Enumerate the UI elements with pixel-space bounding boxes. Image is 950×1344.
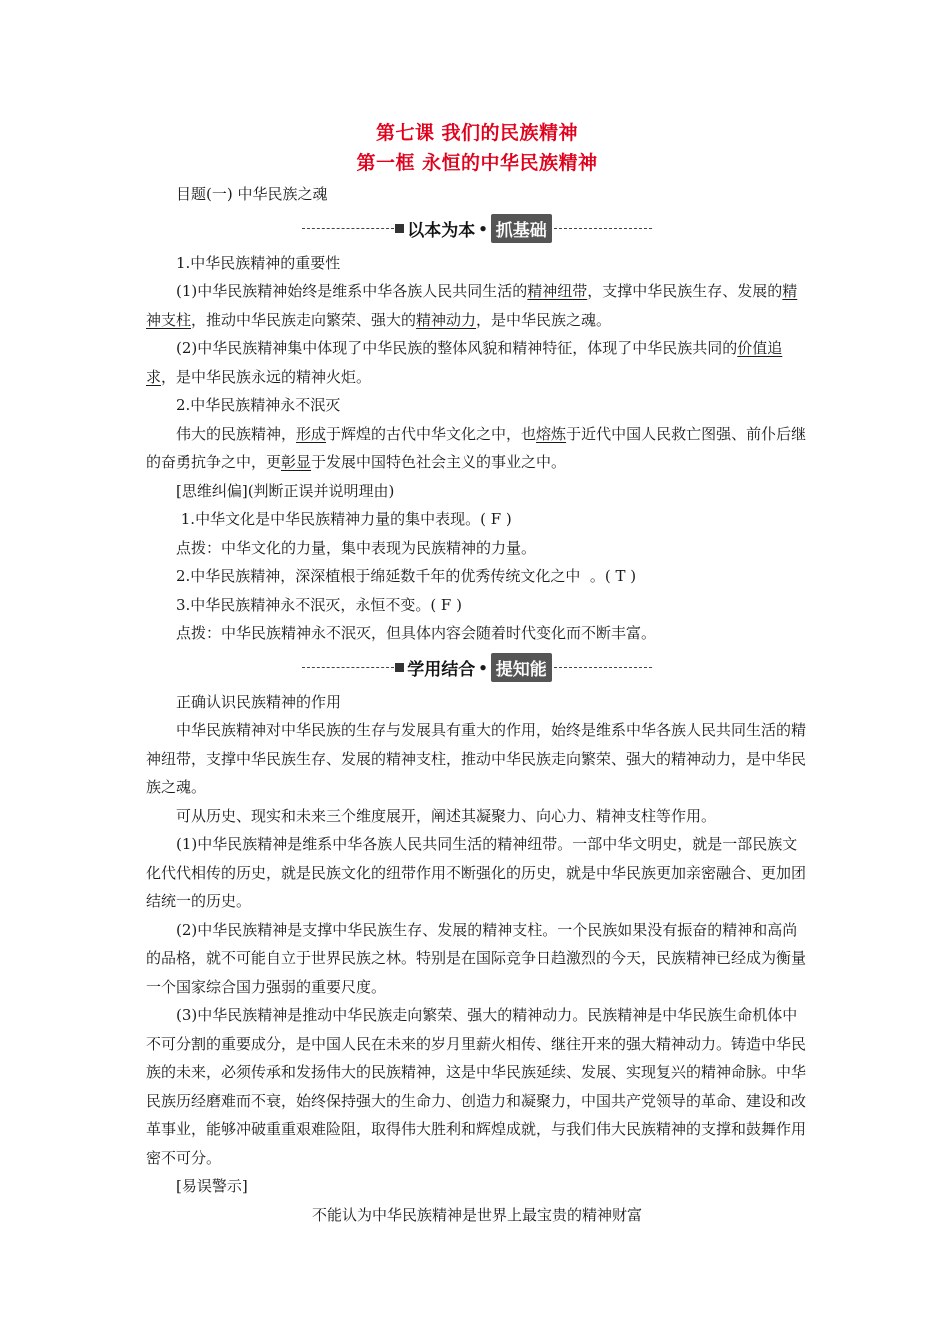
banner-tag: 抓基础: [491, 214, 552, 243]
quiz-question: 2.中华民族精神，深深植根于绵延数千年的优秀传统文化之中 。( T ): [176, 567, 637, 585]
banner-dash-right: [554, 228, 652, 229]
banner-dash-right: [554, 667, 652, 668]
square-bullet-icon: [395, 663, 404, 672]
banner-dash-left: [302, 667, 394, 668]
topic-heading: 目题(一) 中华民族之魂: [176, 185, 328, 203]
key-term: 精神动力: [416, 310, 477, 329]
paragraph: (1)中华民族精神是维系中华各族人民共同生活的精神纽带。一部中华文明史，就是一部民族文化代代相传的历史，就是民族文化的纽带作用不断强化的历史，就是中华民族更加亲密融合、更加团结统一的历史。: [146, 835, 807, 910]
point-heading: 正确认识民族精神的作用: [176, 692, 342, 711]
paragraph: 可从历史、现实和未来三个维度展开，阐述其凝聚力、向心力、精神支柱等作用。: [176, 806, 717, 825]
document-page: [146, 118, 808, 1229]
square-bullet-icon: [395, 224, 404, 233]
banner-dot: •: [478, 219, 488, 238]
quiz-question: 3.中华民族精神永不泯灭，永恒不变。( F ): [176, 595, 462, 614]
paragraph: 伟大的民族精神，形成于辉煌的古代中华文化之中，也熔炼于近代中国人民救亡图强、前仆后继的奋勇抗争之中，更彰显于发展中国特色社会主义的事业之中。: [146, 424, 807, 471]
paragraph: 中华民族精神对中华民族的生存与发展具有重大的作用，始终是维系中华各族人民共同生活的精神纽带，支撑中华民族生存、发展的精神支柱，推动中华民族走向繁荣、强大的精神动力，是中华民族之魂。: [146, 721, 807, 796]
key-term: 彰显: [281, 453, 312, 471]
key-term: 精神支柱: [146, 282, 798, 329]
warning-heading: [易误警示]: [176, 1177, 248, 1195]
key-term: 熔炼: [536, 424, 567, 443]
banner-title: 以本为本: [407, 221, 476, 241]
banner-dot: •: [478, 658, 488, 677]
point-heading: 2.中华民族精神永不泯灭: [176, 396, 341, 414]
quiz-heading: [思维纠偏](判断正误并说明理由): [176, 481, 395, 500]
quiz-question: 1.中华文化是中华民族精神力量的集中表现。( F ): [176, 510, 512, 528]
quiz-explanation: 点拨：中华民族精神永不泯灭，但具体内容会随着时代变化而不断丰富。: [176, 624, 657, 642]
warning-text: 不能认为中华民族精神是世界上最宝贵的精神财富: [311, 1205, 642, 1224]
banner-dash-left: [302, 228, 394, 229]
banner-title: 学用结合: [407, 660, 476, 680]
key-term: 精神纽带: [527, 282, 588, 300]
paragraph: (2)中华民族精神集中体现了中华民族的整体风貌和精神特征，体现了中华民族共同的价值追求，是中华民族永远的精神火炬。: [146, 339, 783, 386]
key-term: 价值追求: [146, 339, 783, 386]
banner-tag: 提知能: [491, 653, 552, 682]
section-banner-application: [146, 650, 808, 686]
paragraph: (3)中华民族精神是推动中华民族走向繁荣、强大的精神动力。民族精神是中华民族生命机体中不可分割的重要成分，是中国人民在未来的岁月里薪火相传、继往开来的强大精神动力。铸造中华民族的未来，必须传承和发扬伟大的民族精神，这是中华民族延续、发展、实现复兴的精神命脉。中华民族历经磨难而不衰，始终保持强大的生命力、创造力和凝聚力，中国共产党领导的革命、建设和改革事业，能够冲破重重艰难险阻，取得伟大胜利和辉煌成就，与我们伟大民族精神的支撑和鼓舞作用密不可分。: [146, 1006, 807, 1167]
key-term: 形成: [296, 424, 327, 443]
point-heading: 1.中华民族精神的重要性: [176, 253, 341, 272]
section-title: 第一框 永恒的中华民族精神: [356, 152, 598, 174]
lesson-title: 第七课 我们的民族精神: [375, 122, 579, 144]
paragraph: (2)中华民族精神是支撑中华民族生存、发展的精神支柱。一个民族如果没有振奋的精神和高尚的品格，就不可能自立于世界民族之林。特别是在国际竞争日趋激烈的今天，民族精神已经成为衡量一个国家综合国力强弱的重要尺度。: [146, 920, 807, 996]
quiz-explanation: 点拨：中华文化的力量，集中表现为民族精神的力量。: [176, 538, 537, 557]
section-banner-basics: [146, 211, 808, 247]
paragraph: (1)中华民族精神始终是维系中华各族人民共同生活的精神纽带，支撑中华民族生存、发展的精神支柱，推动中华民族走向繁荣、强大的精神动力，是中华民族之魂。: [146, 282, 798, 329]
